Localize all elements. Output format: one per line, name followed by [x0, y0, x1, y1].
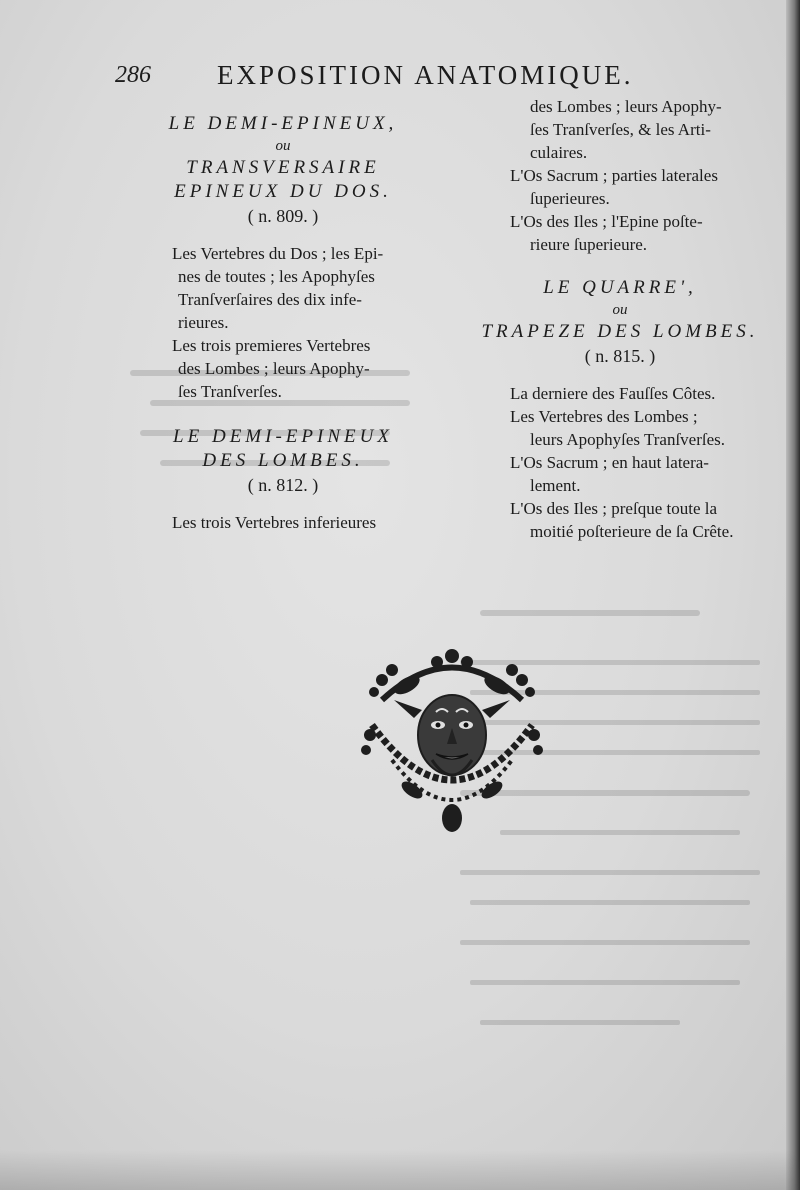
entry-line: Les trois Vertebres inferieures: [172, 513, 377, 532]
page-edge-shadow: [786, 0, 800, 1190]
entry-line: lement.: [530, 476, 581, 495]
entry: [470, 451, 770, 497]
entry-line: Les trois premieres Vertebres: [172, 336, 371, 355]
entry-line: L'Os Sacrum ; parties laterales: [510, 166, 718, 185]
entry-line: L'Os Sacrum ; en haut latera-: [510, 453, 709, 472]
entry-line: L'Os des Iles ; l'Epine poſte-: [510, 212, 703, 231]
satyr-mask-foliage-ornament-icon: [352, 640, 552, 840]
entry-line: rieure ſuperieure.: [530, 235, 648, 254]
running-title: EXPOSITION ANATOMIQUE.: [217, 60, 634, 90]
entry-line: rieures.: [178, 313, 229, 332]
entry-line: moitié poſterieure de ſa Crête.: [530, 522, 734, 541]
entry-line: ſes Tranſverſes.: [178, 382, 282, 401]
entry-line: La derniere des Fauſſes Côtes.: [510, 384, 716, 403]
page-bottom-shadow: [0, 1150, 800, 1190]
section-heading: LE QUARRE',: [543, 277, 697, 298]
section-heading: LE DEMI-EPINEUX: [173, 426, 393, 447]
section-subheading: EPINEUX DU DOS.: [174, 181, 392, 202]
entry-line: L'Os des Iles ; preſque toute la: [510, 499, 718, 518]
entry-line: culaires.: [530, 143, 588, 162]
entry: [470, 382, 770, 405]
heading-conjunction: ou: [275, 138, 291, 154]
heading-conjunction: ou: [612, 302, 628, 318]
section-reference: ( n. 812. ): [247, 475, 319, 495]
entry-line: Tranſverſaires des dix infe-: [178, 290, 362, 309]
entry-line: Les Vertebres du Dos ; les Epi-: [172, 244, 384, 263]
section-subheading: TRAPEZE DES LOMBES.: [481, 321, 759, 342]
entry: [118, 511, 448, 534]
entry-line: nes de toutes ; les Apophyſes: [178, 267, 375, 286]
section-heading: LE DEMI-EPINEUX,: [168, 113, 398, 134]
entry: [470, 164, 770, 210]
section-reference: ( n. 815. ): [584, 346, 656, 366]
entry-line: leurs Apophyſes Tranſverſes.: [530, 430, 726, 449]
continued-entry: [470, 95, 770, 164]
right-column: [470, 95, 770, 543]
entry-line: ſuperieures.: [530, 189, 610, 208]
entry: [118, 242, 448, 334]
entry: [470, 497, 770, 543]
entry-line: des Lombes ; leurs Apophy-: [530, 97, 722, 116]
entry: [118, 334, 448, 403]
entry-line: des Lombes ; leurs Apophy-: [178, 359, 370, 378]
section-heading: DES LOMBES.: [202, 450, 364, 471]
left-column: [118, 112, 448, 534]
entry-line: Les Vertebres des Lombes ;: [510, 407, 698, 426]
entry: [470, 210, 770, 256]
section-reference: ( n. 809. ): [247, 206, 319, 226]
section-subheading: TRANSVERSAIRE: [186, 157, 380, 178]
entry-line: ſes Tranſverſes, & les Arti-: [530, 120, 711, 139]
entry: [470, 405, 770, 451]
page-number: 286: [115, 62, 151, 88]
